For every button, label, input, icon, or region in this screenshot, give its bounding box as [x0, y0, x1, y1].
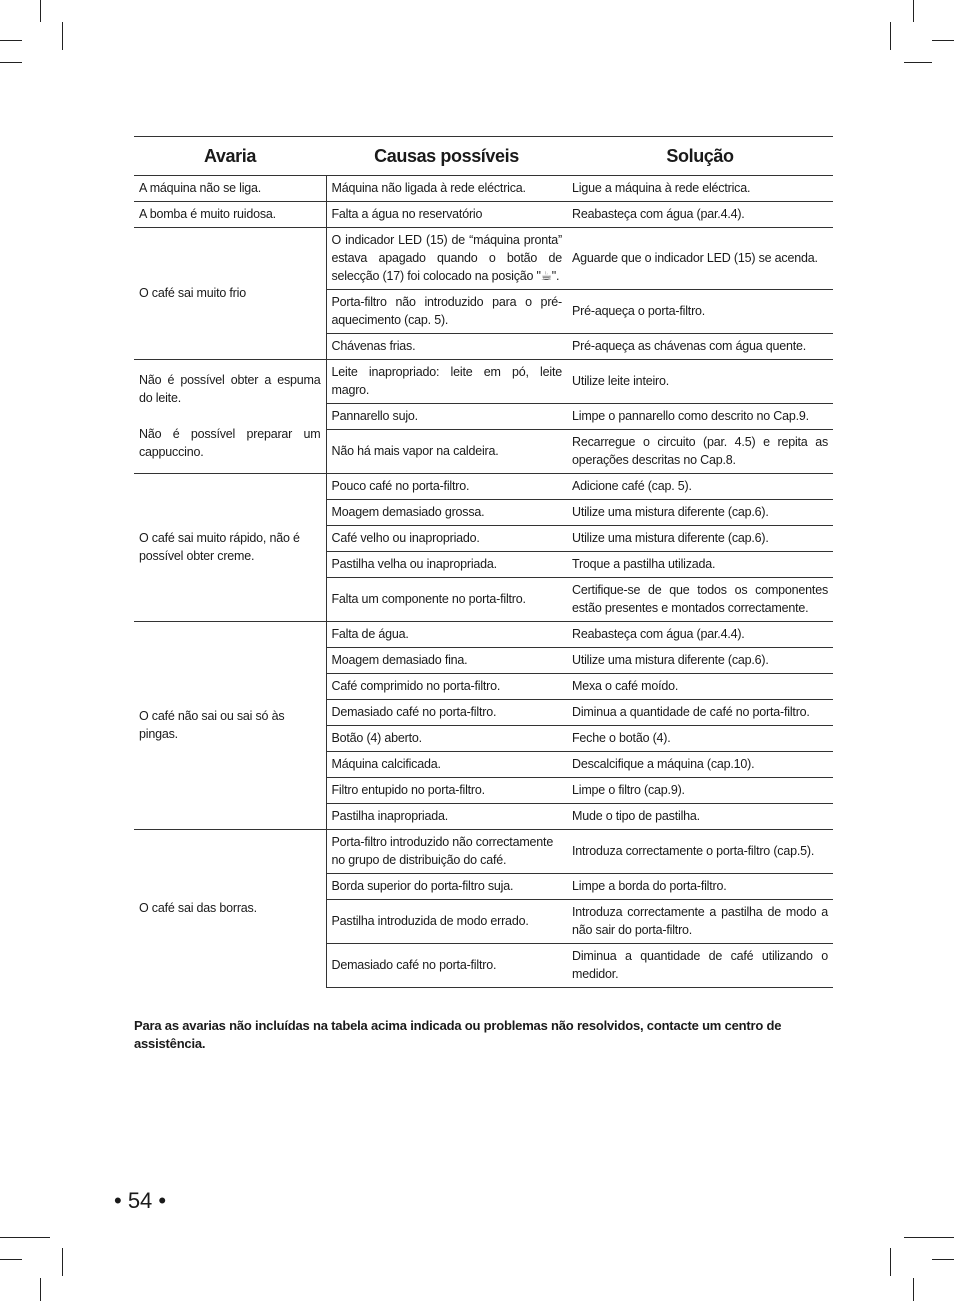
cause-cell: Leite inapropriado: leite em pó, leite magro.: [326, 360, 567, 404]
crop-mark: [0, 1259, 22, 1260]
cause-cell: Borda superior do porta-filtro suja.: [326, 874, 567, 900]
solution-cell: Ligue a máquina à rede eléctrica.: [567, 176, 833, 202]
cause-cell: Moagem demasiado grossa.: [326, 500, 567, 526]
table-row: [134, 360, 833, 404]
crop-mark: [904, 62, 932, 63]
cause-cell: Chávenas frias.: [326, 334, 567, 360]
table-row: [134, 474, 833, 500]
cause-cell: Porta-filtro introduzido não correctamente no grupo de distribuição do café.: [326, 830, 567, 874]
crop-mark: [890, 22, 891, 50]
cause-cell: Moagem demasiado fina.: [326, 648, 567, 674]
table-row: [134, 176, 833, 202]
solution-cell: Utilize uma mistura diferente (cap.6).: [567, 648, 833, 674]
crop-mark: [40, 1278, 41, 1301]
cause-cell: Café velho ou inapropriado.: [326, 526, 567, 552]
solution-cell: Descalcifique a máquina (cap.10).: [567, 752, 833, 778]
solution-cell: Introduza correctamente o porta-filtro (cap.5).: [567, 830, 833, 874]
table-row: [134, 830, 833, 874]
crop-mark: [932, 40, 954, 41]
cause-cell: Pastilha introduzida de modo errado.: [326, 900, 567, 944]
crop-mark: [904, 1237, 954, 1238]
solution-cell: Adicione café (cap. 5).: [567, 474, 833, 500]
cause-cell: Não há mais vapor na caldeira.: [326, 430, 567, 474]
cause-cell: Demasiado café no porta-filtro.: [326, 944, 567, 988]
solution-cell: Recarregue o circuito (par. 4.5) e repita as operações descritas no Cap.8.: [567, 430, 833, 474]
crop-mark: [890, 1248, 891, 1276]
fault-cell: A máquina não se liga.: [134, 176, 326, 202]
crop-mark: [932, 1259, 954, 1260]
crop-mark: [0, 40, 22, 41]
cause-cell: Pannarello sujo.: [326, 404, 567, 430]
solution-cell: Certifique-se de que todos os componentes estão presentes e montados correctamente.: [567, 578, 833, 622]
solution-cell: Utilize uma mistura diferente (cap.6).: [567, 500, 833, 526]
cause-cell: Pouco café no porta-filtro.: [326, 474, 567, 500]
solution-cell: Pré-aqueça o porta-filtro.: [567, 290, 833, 334]
solution-cell: Aguarde que o indicador LED (15) se acenda.: [567, 228, 833, 290]
cause-cell: Filtro entupido no porta-filtro.: [326, 778, 567, 804]
cause-cell: Falta de água.: [326, 622, 567, 648]
cause-cell: Café comprimido no porta-filtro.: [326, 674, 567, 700]
crop-mark: [40, 0, 41, 22]
footer-note: Para as avarias não incluídas na tabela acima indicada ou problemas não resolvidos, contacte um centro de assistência.: [134, 1018, 782, 1051]
solution-cell: Reabasteça com água (par.4.4).: [567, 622, 833, 648]
page-number: • 54 •: [114, 1188, 167, 1213]
solution-cell: Utilize leite inteiro.: [567, 360, 833, 404]
solution-cell: Limpe o pannarello como descrito no Cap.9.: [567, 404, 833, 430]
solution-cell: Reabasteça com água (par.4.4).: [567, 202, 833, 228]
table-header-row: [134, 137, 833, 176]
solution-cell: Mude o tipo de pastilha.: [567, 804, 833, 830]
crop-mark: [0, 62, 22, 63]
cause-cell: Pastilha velha ou inapropriada.: [326, 552, 567, 578]
header-solucao: Solução: [567, 137, 833, 176]
table-row: [134, 622, 833, 648]
crop-mark: [913, 1278, 914, 1301]
solution-cell: Pré-aqueça as chávenas com água quente.: [567, 334, 833, 360]
solution-cell: Limpe o filtro (cap.9).: [567, 778, 833, 804]
table-row: [134, 228, 833, 290]
crop-mark: [0, 1237, 50, 1238]
cause-cell: Falta um componente no porta-filtro.: [326, 578, 567, 622]
fault-cell: O café sai muito frio: [134, 228, 326, 360]
solution-cell: Diminua a quantidade de café utilizando o medidor.: [567, 944, 833, 988]
table-row: [134, 202, 833, 228]
solution-cell: Limpe a borda do porta-filtro.: [567, 874, 833, 900]
fault-cell: O café não sai ou sai só às pingas.: [134, 622, 326, 830]
cause-cell: Máquina não ligada à rede eléctrica.: [326, 176, 567, 202]
cause-cell: Pastilha inapropriada.: [326, 804, 567, 830]
solution-cell: Mexa o café moído.: [567, 674, 833, 700]
cause-cell: O indicador LED (15) de “máquina pronta” estava apagado quando o botão de selecção (17) foi colocado na posição "☕".: [326, 228, 567, 290]
cause-cell: Máquina calcificada.: [326, 752, 567, 778]
solution-cell: Feche o botão (4).: [567, 726, 833, 752]
header-avaria: Avaria: [134, 137, 326, 176]
crop-mark: [62, 1248, 63, 1276]
solution-cell: Diminua a quantidade de café no porta-filtro.: [567, 700, 833, 726]
fault-cell: A bomba é muito ruidosa.: [134, 202, 326, 228]
crop-mark: [62, 22, 63, 50]
solution-cell: Utilize uma mistura diferente (cap.6).: [567, 526, 833, 552]
solution-cell: Troque a pastilha utilizada.: [567, 552, 833, 578]
fault-cell: O café sai das borras.: [134, 830, 326, 988]
fault-cell: Não é possível obter a espuma do leite. Não é possível preparar um cappuccino.: [134, 360, 326, 474]
troubleshooting-table: [134, 136, 833, 988]
cause-cell: Falta a água no reservatório: [326, 202, 567, 228]
crop-mark: [913, 0, 914, 22]
cause-cell: Demasiado café no porta-filtro.: [326, 700, 567, 726]
cause-cell: Botão (4) aberto.: [326, 726, 567, 752]
solution-cell: Introduza correctamente a pastilha de modo a não sair do porta-filtro.: [567, 900, 833, 944]
header-causas: Causas possíveis: [326, 137, 567, 176]
fault-cell: O café sai muito rápido, não é possível obter creme.: [134, 474, 326, 622]
cause-cell: Porta-filtro não introduzido para o pré-aquecimento (cap. 5).: [326, 290, 567, 334]
